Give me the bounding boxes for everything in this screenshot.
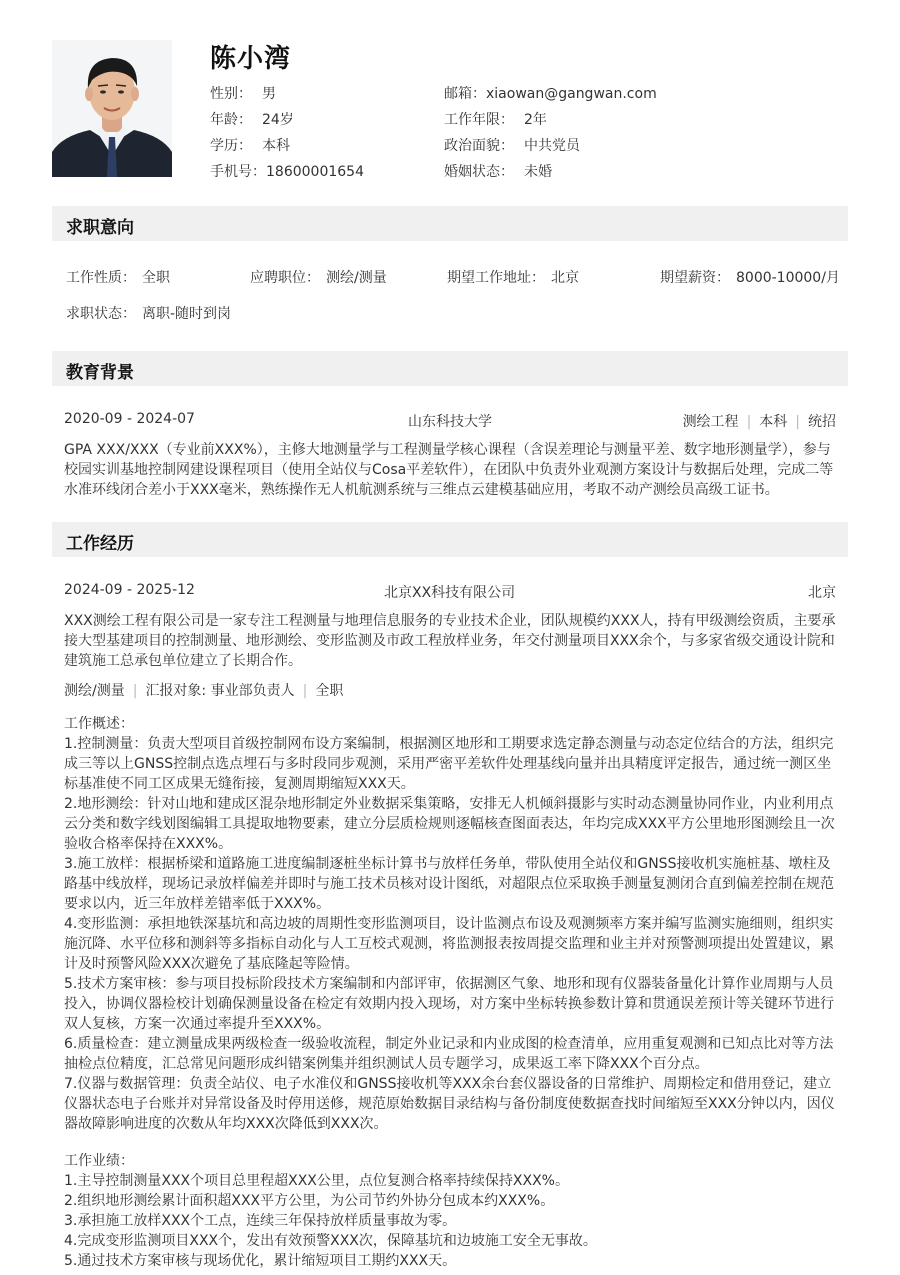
info-gender (210, 85, 276, 103)
work-period: 2024-09 - 2025-12 (64, 582, 195, 598)
work-city: 北京 (808, 585, 836, 601)
info-label: 学历： (210, 138, 252, 154)
info-work-years (444, 111, 547, 129)
info-label: 性别： (210, 86, 252, 102)
result-item: 5.通过技术方案审核与现场优化，累计缩短项目工期约XXX天。 (64, 1253, 457, 1269)
education-school: 山东科技大学 (408, 414, 492, 430)
work-company: 北京XX科技有限公司 (384, 585, 516, 601)
info-value: 中共党员 (524, 138, 580, 154)
intent-location: 期望工作地址： 北京 (447, 270, 579, 286)
info-education (210, 137, 290, 155)
info-value: 未婚 (524, 164, 552, 180)
info-age (210, 111, 294, 129)
intent-salary: 期望薪资： 8000-10000/月 (660, 270, 840, 286)
overview-item: 4.变形监测：承担地铁深基坑和高边坡的周期性变形监测项目，设计监测点布设及观测频率方案并编写监测实施细则，组织实施沉降、水平位移和测斜等多指标自动化与人工互校式观测，将监测报表按周提交监理和业主并对预警测项提出处置建议，累计及时预警风险XXX次避免了基底隆起等险情。 (64, 916, 834, 972)
info-value: 本科 (262, 138, 290, 154)
overview-item: 2.地形测绘：针对山地和建成区混杂地形制定外业数据采集策略，安排无人机倾斜摄影与实时动态测量协同作业，内业利用点云分类和数字线划图编辑工具提取地物要素，建立分层质检规则逐幅核查图面表达，年均完成XXX平方公里地形图测绘且一次验收合格率保持在XXX%。 (64, 796, 835, 852)
info-value: 2年 (524, 112, 547, 128)
info-label: 工作年限： (444, 112, 514, 128)
intent-status: 求职状态： 离职-随时到岗 (66, 306, 232, 322)
info-email (444, 85, 657, 103)
info-phone (210, 163, 364, 181)
overview-item: 1.控制测量：负责大型项目首级控制网布设方案编制，根据测区地形和工期要求选定静态测量与动态定位结合的方法，组织完成三等以上GNSS控制点选点埋石与多时段同步观测，采用严密平差软件处理基线向量并出具精度评定报告，通过统一测区坐标基准使不同工区成果无缝衔接，复测周期缩短XXX天。 (64, 736, 834, 792)
info-value: 24岁 (262, 112, 294, 128)
education-description: GPA XXX/XXX（专业前XXX%），主修大地测量学与工程测量学核心课程（含误差理论与测量平差、数字地形测量学），参与校园实训基地控制网建设课程项目（使用全站仪与Cosa平差软件），在团队中负责外业观测方案设计与数据后处理，完成二等水准环线闭合差小于XXX毫米，熟练操作无人机航测系统与三维点云建模基础应用，考取不动产测绘员高级工证书。 (64, 442, 834, 498)
work-type: 全职 (315, 683, 344, 699)
company-description: XXX测绘工程有限公司是一家专注工程测量与地理信息服务的专业技术企业，团队规模约XXX人，持有甲级测绘资质，主要承接大型基建项目的控制测量、地形测绘、变形监测及市政工程放样业务，年交付测量项目XXX余个，与多家省级交通设计院和建筑施工总承包单位建立了长期合作。 (64, 613, 836, 669)
info-label: 婚姻状态： (444, 164, 514, 180)
section-title: 求职意向 (66, 218, 134, 238)
info-marital (444, 163, 552, 181)
section-header-intent (52, 206, 848, 241)
education-tags: 测绘工程 | 本科 | 统招 (682, 414, 836, 430)
info-value: 男 (262, 86, 276, 102)
person-name: 陈小湾 (210, 44, 292, 74)
info-label: 年龄： (210, 112, 252, 128)
results-title: 工作业绩： (64, 1153, 134, 1169)
education-degree: 本科 (759, 414, 788, 430)
section-title: 工作经历 (66, 534, 134, 554)
intent-job-type: 工作性质： 全职 (66, 270, 170, 286)
overview-title: 工作概述： (64, 716, 134, 732)
overview-item: 7.仪器与数据管理：负责全站仪、电子水准仪和GNSS接收机等XXX余台套仪器设备的日常维护、周期检定和借用登记，建立仪器状态电子台账并对异常设备及时停用送修，规范原始数据目录结构与备份制度使数据查找时间缩短至XXX分钟以内，因仪器故障影响进度的次数从年均XXX次降低到XXX次。 (64, 1076, 835, 1132)
section-title: 教育背景 (66, 363, 134, 383)
result-item: 3.承担施工放样XXX个工点，连续三年保持放样质量事故为零。 (64, 1213, 457, 1229)
info-political (444, 137, 580, 155)
overview-item: 6.质量检查：建立测量成果两级检查一级验收流程，制定外业记录和内业成图的检查清单，应用重复观测和已知点比对等方法抽检点位精度，汇总常见问题形成纠错案例集并组织测试人员专题学习，成果返工率下降XXX个百分点。 (64, 1036, 834, 1072)
work-overview (64, 714, 836, 1134)
education-enrollment: 统招 (808, 414, 836, 430)
work-report-to: 汇报对象: 事业部负责人 (145, 683, 295, 699)
intent-position: 应聘职位： 测绘/测量 (250, 270, 387, 286)
education-major: 测绘工程 (682, 414, 739, 430)
overview-item: 5.技术方案审核：参与项目投标阶段技术方案编制和内部评审，依据测区气象、地形和现有仪器装备量化计算作业周期与人员投入，协调仪器检校计划确保测量设备在检定有效期内投入现场，对方案中坐标转换参数计算和贯通误差预计等关键环节进行双人复核，方案一次通过率提升至XXX%。 (64, 976, 834, 1032)
section-header-education (52, 351, 848, 386)
work-tags: 测绘/测量 | 汇报对象: 事业部负责人 | 全职 (64, 683, 344, 699)
result-item: 2.组织地形测绘累计面积超XXX平方公里，为公司节约外协分包成本约XXX%。 (64, 1193, 555, 1209)
info-label: 政治面貌： (444, 138, 514, 154)
result-item: 4.完成变形监测项目XXX个，发出有效预警XXX次，保障基坑和边坡施工安全无事故。 (64, 1233, 597, 1249)
info-value: 18600001654 (266, 164, 364, 180)
info-label: 邮箱： (444, 86, 486, 102)
avatar-photo (52, 40, 172, 177)
result-item: 1.主导控制测量XXX个项目总里程超XXX公里，点位复测合格率持续保持XXX%。 (64, 1173, 569, 1189)
info-value: xiaowan@gangwan.com (486, 86, 657, 102)
education-period: 2020-09 - 2024-07 (64, 411, 195, 427)
info-label: 手机号： (210, 164, 266, 180)
work-role: 测绘/测量 (64, 683, 125, 699)
section-header-work (52, 522, 848, 557)
work-results (64, 1151, 836, 1271)
overview-item: 3.施工放样：根据桥梁和道路施工进度编制逐桩坐标计算书与放样任务单，带队使用全站仪和GNSS接收机实施桩基、墩柱及路基中线放样，现场记录放样偏差并即时与施工技术员核对设计图纸，对超限点位采取换手测量复测闭合直到偏差控制在规范要求以内，近三年放样差错率低于XXX%。 (64, 856, 834, 912)
